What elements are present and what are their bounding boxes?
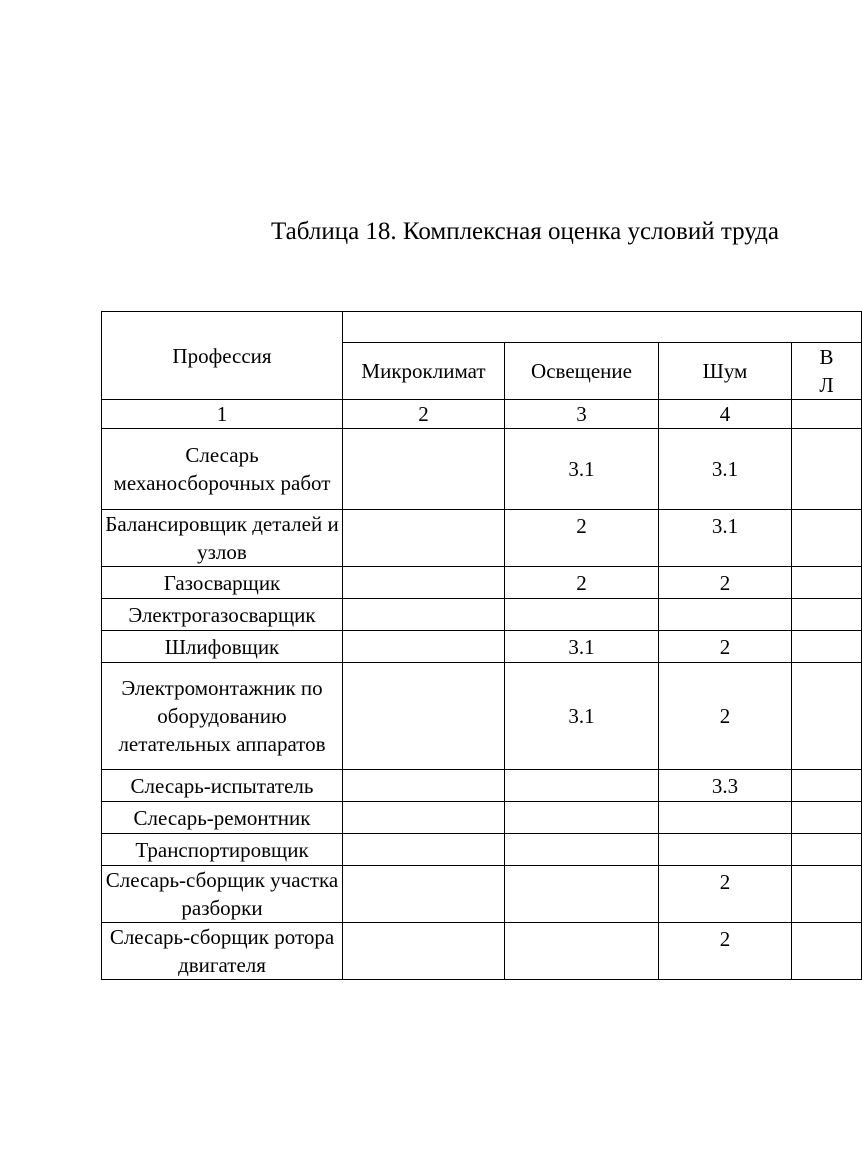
truncated-column-header: В Л	[792, 343, 862, 400]
microclimate-cell	[343, 802, 505, 834]
noise-cell	[659, 599, 792, 631]
column-index: 4	[659, 400, 792, 429]
noise-cell: 2	[659, 866, 792, 923]
table-row	[102, 429, 862, 510]
lighting-cell: 2	[505, 510, 659, 567]
noise-cell: 3.1	[659, 429, 792, 510]
truncated-cell	[792, 429, 862, 510]
profession-cell: Слесарь-ремонтник	[102, 802, 343, 834]
column-index-row	[102, 400, 862, 429]
profession-cell: Электрогазосварщик	[102, 599, 343, 631]
microclimate-cell	[343, 567, 505, 599]
profession-cell: Шлифовщик	[102, 631, 343, 663]
noise-cell: 2	[659, 923, 792, 980]
microclimate-cell	[343, 663, 505, 770]
profession-cell: Электромонтажник по оборудованию летательных аппаратов	[102, 663, 343, 770]
table-row	[102, 802, 862, 834]
truncated-cell	[792, 866, 862, 923]
noise-cell	[659, 802, 792, 834]
truncated-cell	[792, 567, 862, 599]
table-row	[102, 866, 862, 923]
table-row	[102, 599, 862, 631]
factors-group-header	[343, 312, 862, 343]
working-conditions-table	[101, 311, 862, 980]
profession-cell: Слесарь-сборщик участка разборки	[102, 866, 343, 923]
truncated-cell	[792, 510, 862, 567]
table-row	[102, 567, 862, 599]
lighting-cell	[505, 866, 659, 923]
column-index: 1	[102, 400, 343, 429]
truncated-cell	[792, 599, 862, 631]
lighting-cell: 3.1	[505, 631, 659, 663]
profession-cell: Слесарь-сборщик ротора двигателя	[102, 923, 343, 980]
noise-cell: 2	[659, 631, 792, 663]
lighting-cell: 2	[505, 567, 659, 599]
column-index: 2	[343, 400, 505, 429]
table-row	[102, 631, 862, 663]
noise-cell: 2	[659, 663, 792, 770]
microclimate-cell	[343, 631, 505, 663]
profession-cell: Газосварщик	[102, 567, 343, 599]
truncated-cell	[792, 923, 862, 980]
profession-cell: Балансировщик деталей и узлов	[102, 510, 343, 567]
noise-column-header: Шум	[659, 343, 792, 400]
truncated-cell	[792, 663, 862, 770]
table-row	[102, 770, 862, 802]
lighting-cell: 3.1	[505, 429, 659, 510]
truncated-cell	[792, 631, 862, 663]
lighting-column-header: Освещение	[505, 343, 659, 400]
lighting-cell	[505, 923, 659, 980]
microclimate-cell	[343, 834, 505, 866]
microclimate-cell	[343, 923, 505, 980]
profession-cell: Транспортировщик	[102, 834, 343, 866]
microclimate-cell	[343, 429, 505, 510]
noise-cell: 3.1	[659, 510, 792, 567]
profession-cell: Слесарь механосборочных работ	[102, 429, 343, 510]
column-index	[792, 400, 862, 429]
noise-cell: 3.3	[659, 770, 792, 802]
lighting-cell	[505, 834, 659, 866]
table-header-row	[102, 312, 862, 343]
noise-cell: 2	[659, 567, 792, 599]
table-row	[102, 834, 862, 866]
microclimate-cell	[343, 599, 505, 631]
truncated-cell	[792, 802, 862, 834]
lighting-cell	[505, 802, 659, 834]
table-row	[102, 663, 862, 770]
microclimate-cell	[343, 510, 505, 567]
column-index: 3	[505, 400, 659, 429]
lighting-cell	[505, 599, 659, 631]
profession-column-header: Профессия	[102, 312, 343, 400]
profession-cell: Слесарь-испытатель	[102, 770, 343, 802]
truncated-cell	[792, 770, 862, 802]
noise-cell	[659, 834, 792, 866]
microclimate-cell	[343, 866, 505, 923]
microclimate-column-header: Микроклимат	[343, 343, 505, 400]
table-caption: Таблица 18. Комплексная оценка условий труда	[271, 218, 779, 245]
lighting-cell: 3.1	[505, 663, 659, 770]
truncated-cell	[792, 834, 862, 866]
lighting-cell	[505, 770, 659, 802]
table-row	[102, 510, 862, 567]
table-row	[102, 923, 862, 980]
microclimate-cell	[343, 770, 505, 802]
